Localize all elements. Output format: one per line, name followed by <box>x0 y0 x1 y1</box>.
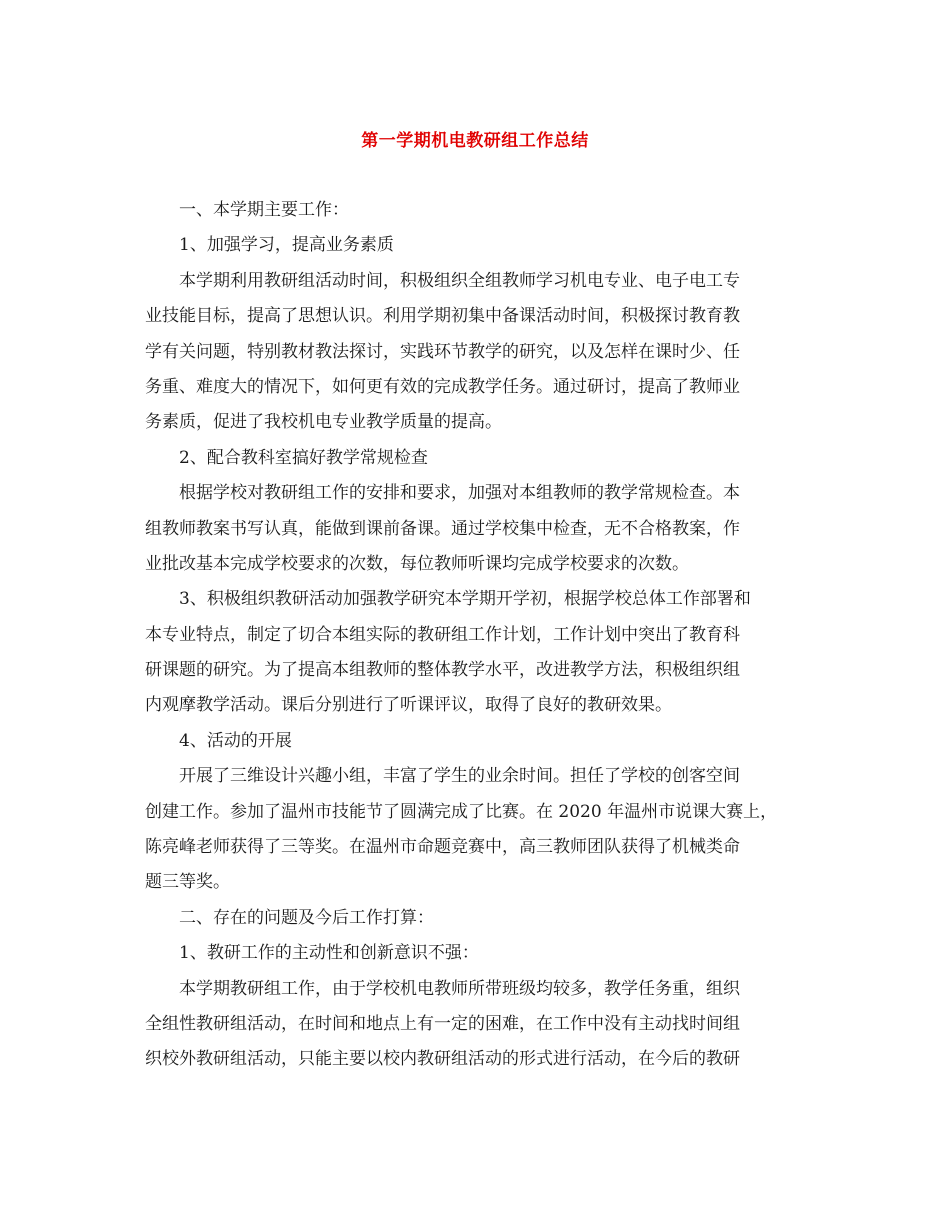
text-line: 务重、难度大的情况下，如何更有效的完成教学任务。通过研讨，提高了教师业 <box>145 376 740 397</box>
text-line: 全组性教研组活动，在时间和地点上有一定的困难，在工作中没有主动找时间组 <box>145 1013 740 1034</box>
text-line: 根据学校对教研组工作的安排和要求，加强对本组教师的教学常规检查。本 <box>179 483 740 504</box>
text-line: 4、活动的开展 <box>179 730 292 751</box>
text-line: 务素质，促进了我校机电专业教学质量的提高。 <box>145 412 502 433</box>
text-line: 1、加强学习，提高业务素质 <box>179 235 394 256</box>
document-title: 第一学期机电教研组工作总结 <box>361 131 589 151</box>
text-line: 本学期教研组工作，由于学校机电教师所带班级均较多，教学任务重，组织 <box>179 978 740 999</box>
text-line: 1、教研工作的主动性和创新意识不强： <box>179 943 479 964</box>
text-line: 组教师教案书写认真，能做到课前备课。通过学校集中检查，无不合格教案，作 <box>145 518 740 539</box>
document-body <box>145 193 825 1078</box>
text-line: 研课题的研究。为了提高本组教师的整体教学水平，改进教学方法，积极组织组 <box>145 660 740 681</box>
text-line: 业技能目标，提高了思想认识。利用学期初集中备课活动时间，积极探讨教育教 <box>145 306 740 327</box>
text-line: 陈亮峰老师获得了三等奖。在温州市命题竞赛中，高三教师团队获得了机械类命 <box>145 837 740 858</box>
text-line: 开展了三维设计兴趣小组，丰富了学生的业余时间。担任了学校的创客空间 <box>179 766 740 787</box>
text-line: 本专业特点，制定了切合本组实际的教研组工作计划，工作计划中突出了教育科 <box>145 624 740 645</box>
text-line: 内观摩教学活动。课后分别进行了听课评议，取得了良好的教研效果。 <box>145 695 672 716</box>
text-line: 2、配合教科室搞好教学常规检查 <box>179 447 428 468</box>
text-line: 本学期利用教研组活动时间，积极组织全组教师学习机电专业、电子电工专 <box>179 270 740 291</box>
text-line: 3、积极组织教研活动加强教学研究本学期开学初，根据学校总体工作部署和 <box>179 589 751 610</box>
text-line: 业批改基本完成学校要求的次数，每位教师听课均完成学校要求的次数。 <box>145 553 689 574</box>
text-line: 一、本学期主要工作： <box>179 200 349 220</box>
text-line: 题三等奖。 <box>145 872 230 893</box>
text-line: 学有关问题，特别教材教法探讨，实践环节教学的研究，以及怎样在课时少、任 <box>145 341 740 362</box>
text-line: 创建工作。参加了温州市技能节了圆满完成了比赛。在 2020 年温州市说课大赛上， <box>145 801 778 822</box>
text-line: 二、存在的问题及今后工作打算： <box>179 907 434 928</box>
text-line: 织校外教研组活动，只能主要以校内教研组活动的形式进行活动，在今后的教研 <box>145 1049 740 1070</box>
